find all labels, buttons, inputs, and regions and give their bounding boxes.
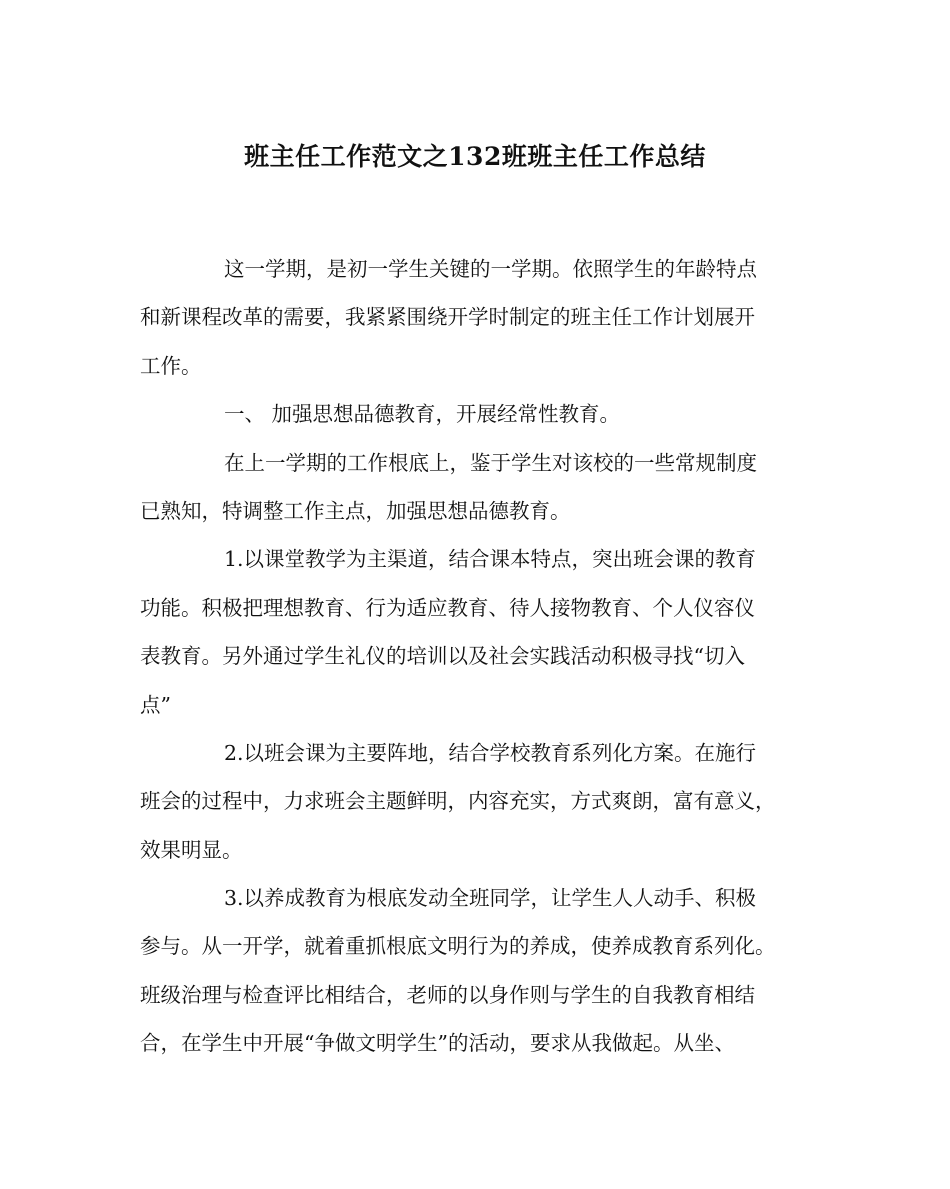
body-line: 已熟知，特调整工作主点，加强思想品德教育。 bbox=[140, 498, 571, 523]
body-line: 参与。从一开学，就着重抓根底文明行为的养成，使养成教育系列化。 bbox=[140, 934, 776, 959]
body-line: 和新课程改革的需要，我紧紧围绕开学时制定的班主任工作计划展开 bbox=[140, 305, 755, 330]
body-line: 这一学期，是初一学生关键的一学期。依照学生的年龄特点 bbox=[224, 257, 757, 281]
body-line: 表教育。另外通过学生礼仪的培训以及社会实践活动积极寻找“切入 bbox=[140, 644, 745, 669]
body-line: 功能。积极把理想教育、行为适应教育、待人接物教育、个人仪容仪 bbox=[140, 595, 755, 620]
body-line: 班级治理与检查评比相结合，老师的以身作则与学生的自我教育相结 bbox=[140, 982, 755, 1007]
body-line: 工作。 bbox=[140, 353, 202, 378]
section-heading: 一、 加强思想品德教育，开展经常性教育。 bbox=[224, 402, 621, 427]
body-line: 2.以班会课为主要阵地，结合学校教育系列化方案。在施行 bbox=[224, 740, 757, 765]
body-line: 3.以养成教育为根底发动全班同学，让学生人人动手、积极 bbox=[224, 886, 757, 911]
body-line: 合，在学生中开展“争做文明学生”的活动，要求从我做起。从坐、 bbox=[140, 1031, 735, 1056]
body-line: 点” bbox=[140, 692, 171, 717]
document-title: 班主任工作范文之132班班主任工作总结 bbox=[244, 142, 706, 171]
body-line: 效果明显。 bbox=[140, 837, 243, 862]
document-body bbox=[140, 245, 808, 1068]
body-line: 班会的过程中，力求班会主题鲜明，内容充实，方式爽朗，富有意义， bbox=[140, 789, 776, 814]
body-line: 在上一学期的工作根底上，鉴于学生对该校的一些常规制度 bbox=[224, 450, 757, 475]
body-line: 1.以课堂教学为主渠道，结合课本特点，突出班会课的教育 bbox=[224, 547, 757, 572]
